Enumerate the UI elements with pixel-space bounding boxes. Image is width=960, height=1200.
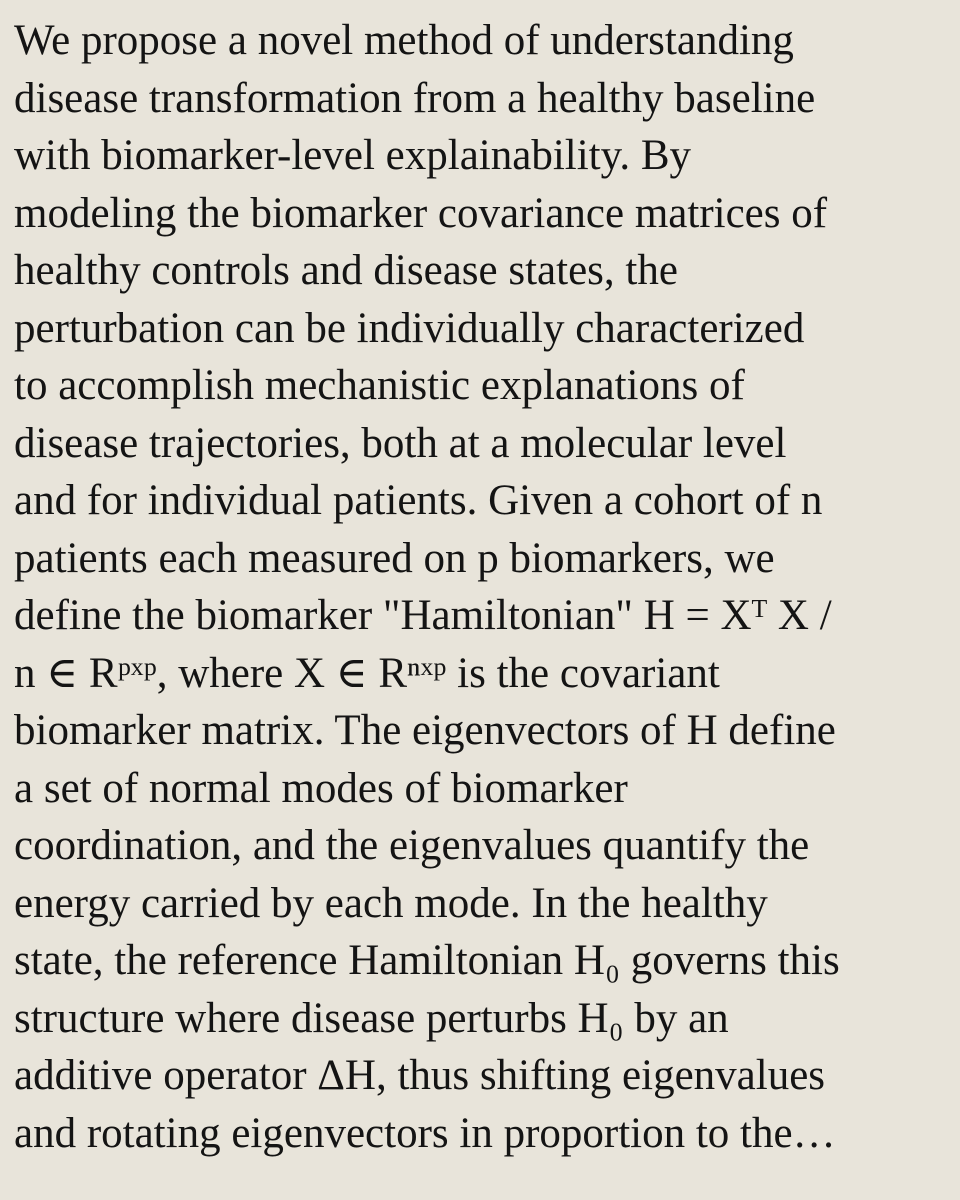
text-line: modeling the biomarker covariance matrices of	[14, 189, 828, 237]
text-line: disease transformation from a healthy baseline	[14, 74, 816, 122]
text-line: energy carried by each mode. In the healthy	[14, 879, 768, 927]
text-line: to accomplish mechanistic explanations of	[14, 362, 745, 409]
text-line: patients each measured on p biomarkers, we	[14, 534, 775, 582]
text-line: define the biomarker "Hamiltonian" H = Xᵀ X /	[14, 592, 832, 639]
text-line: a set of normal modes of biomarker	[14, 764, 628, 812]
text-line: and for individual patients. Given a cohort of n	[14, 477, 823, 524]
text-line: state, the reference Hamiltonian H₀ governs this	[14, 937, 840, 984]
text-line: and rotating eigenvectors in proportion to the…	[14, 1109, 836, 1157]
abstract-text	[14, 12, 954, 1162]
text-line: structure where disease perturbs H₀ by an	[14, 994, 729, 1042]
text-line: biomarker matrix. The eigenvectors of H define	[14, 707, 836, 754]
text-line: additive operator ΔH, thus shifting eigenvalues	[14, 1052, 826, 1099]
text-line: We propose a novel method of understanding	[14, 17, 794, 64]
text-line: perturbation can be individually characterized	[14, 304, 805, 352]
text-line: n ∈ Rᵖˣᵖ, where X ∈ Rⁿˣᵖ is the covariant	[14, 649, 720, 697]
text-line: disease trajectories, both at a molecular level	[14, 419, 787, 467]
text-line: healthy controls and disease states, the	[14, 247, 678, 294]
text-line: with biomarker-level explainability. By	[14, 132, 691, 179]
text-line: coordination, and the eigenvalues quantify the	[14, 822, 810, 869]
